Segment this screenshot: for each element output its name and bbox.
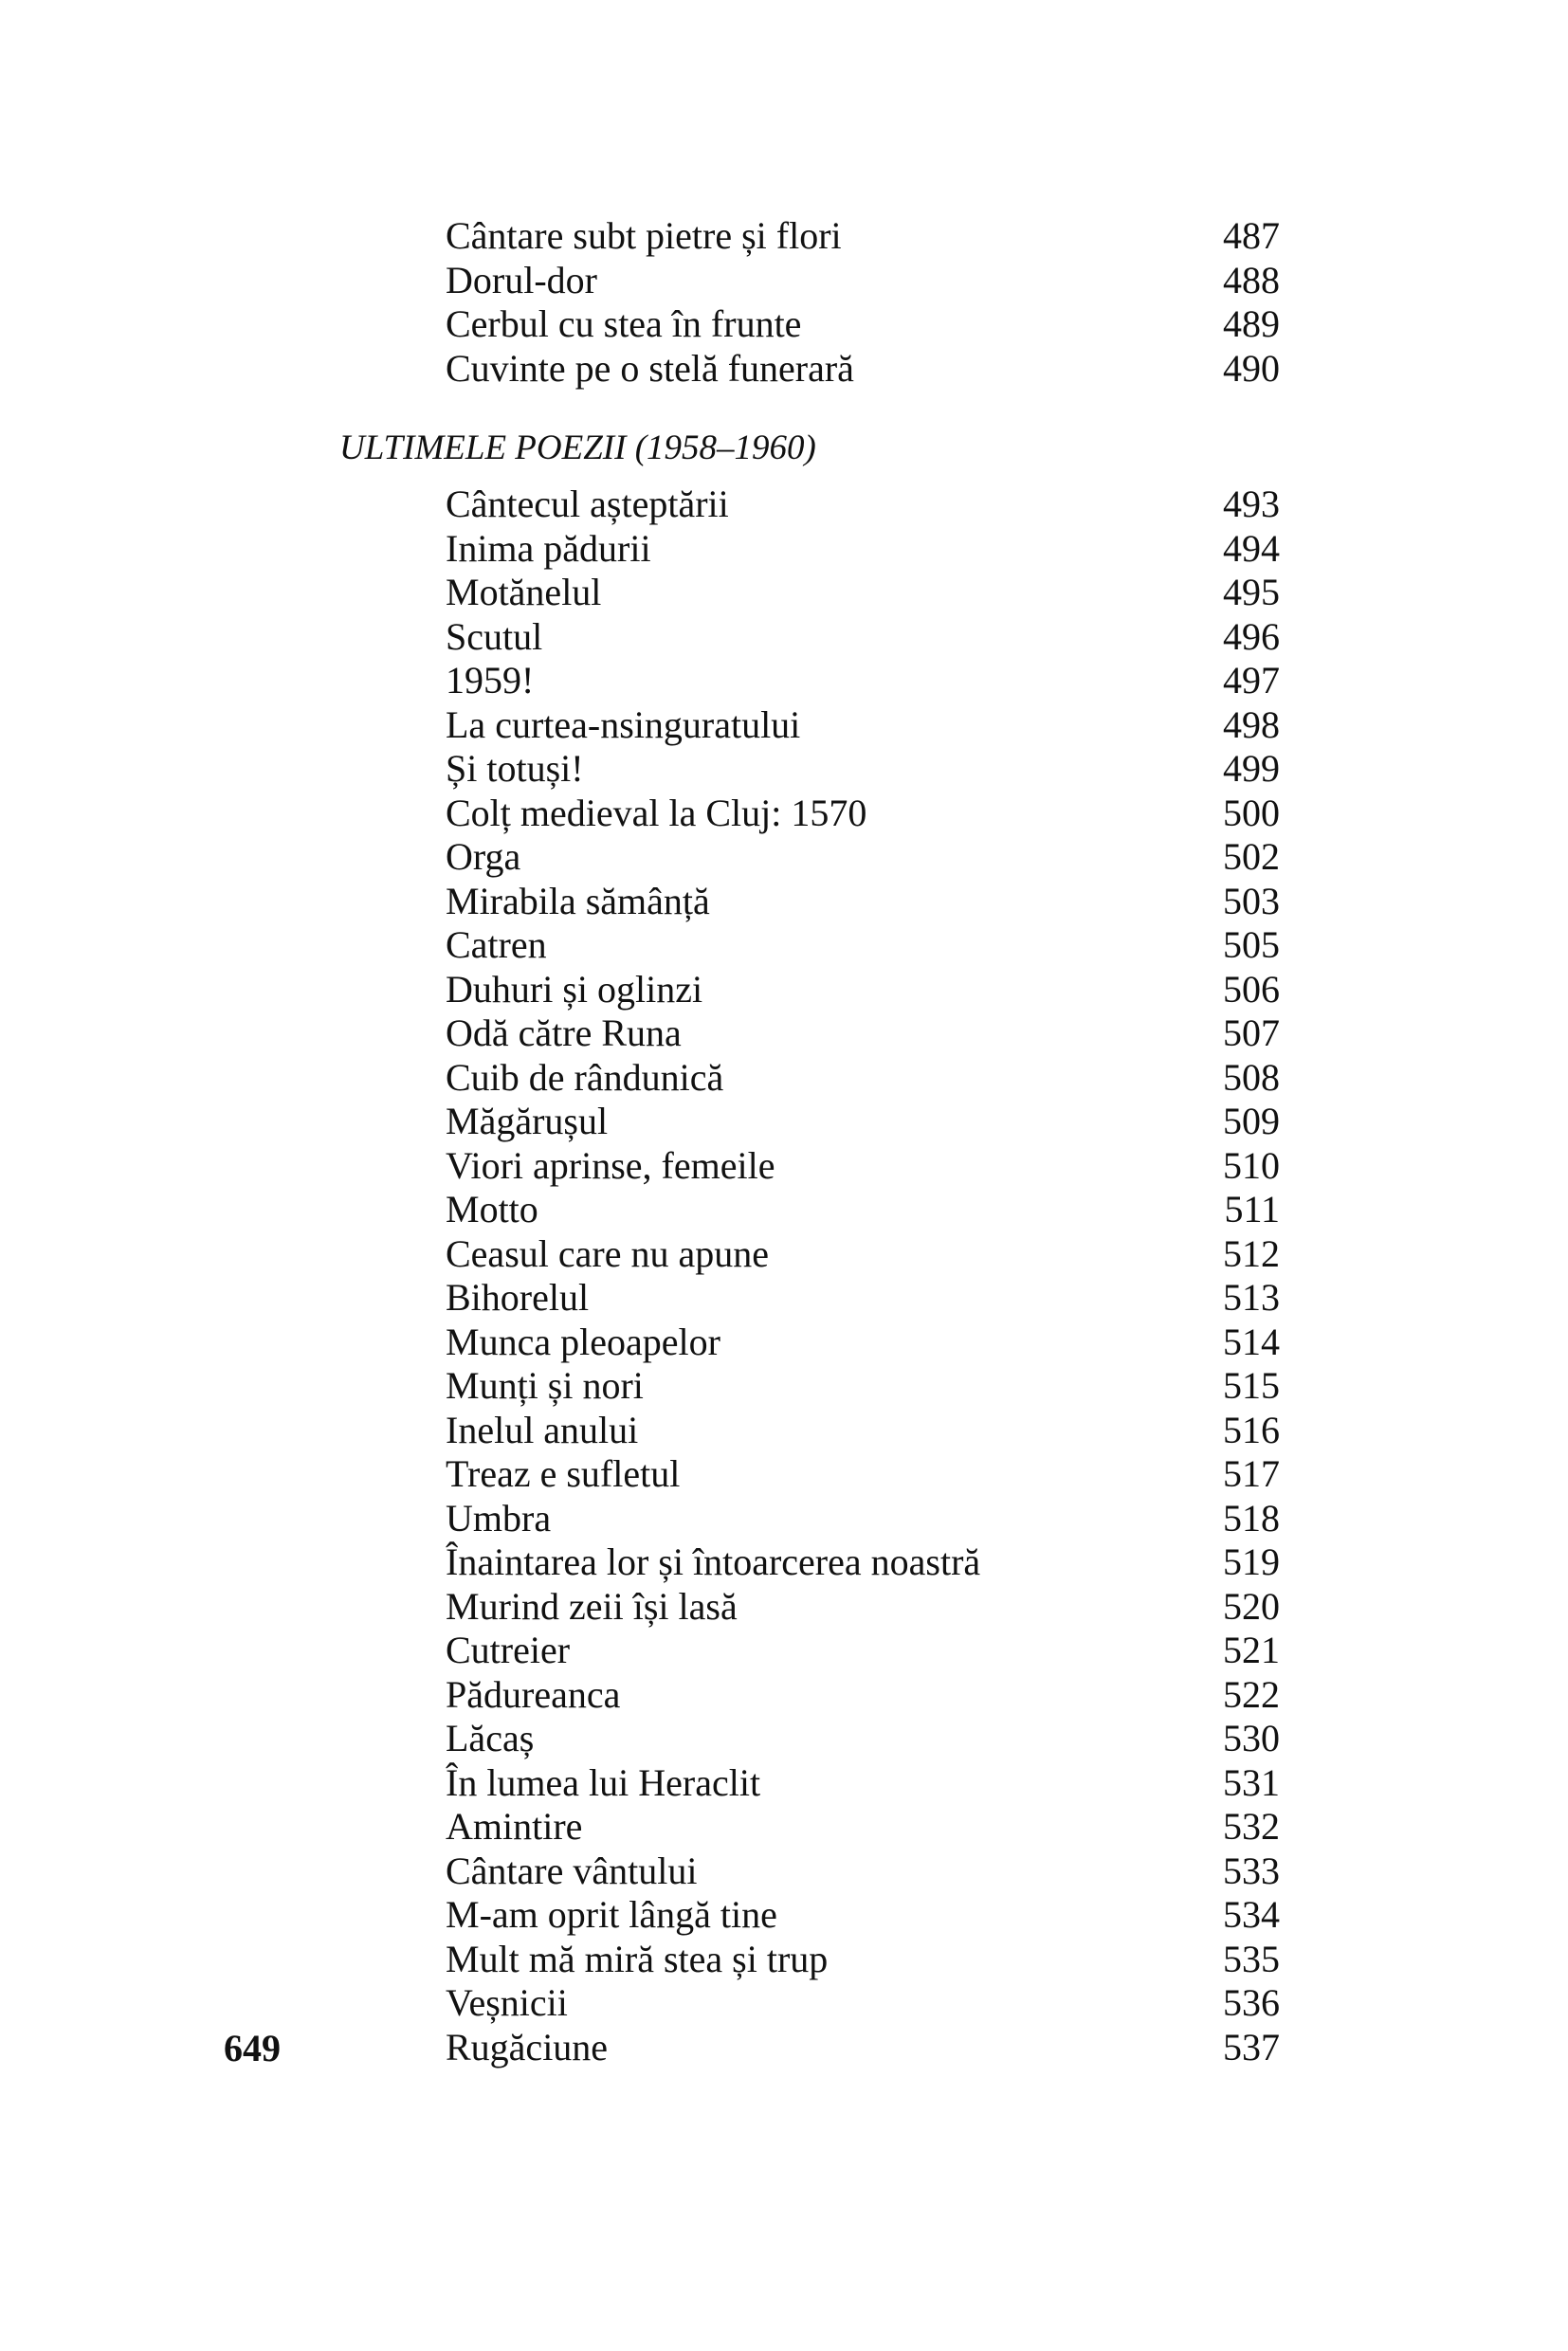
toc-entry-title: Cutreier [446,1629,571,1671]
toc-entry-page: 488 [1223,258,1280,301]
toc-entry-title: Dorul-dor [446,258,597,301]
toc-entry-title: Umbra [446,1496,552,1540]
toc-entry [446,1188,1280,1232]
toc-entry [446,259,1280,303]
toc-entry [446,835,1280,880]
toc-entry [446,1364,1280,1409]
toc-entry-page: 493 [1223,483,1280,525]
toc-entry-title: La curtea-nsinguratului [446,702,801,746]
toc-entry-page: 517 [1223,1452,1280,1495]
toc-entry [446,1585,1280,1630]
toc-entry [446,2026,1280,2070]
section-heading: ULTIMELE POEZII (1958–1960) [339,428,816,467]
toc-entry [446,1452,1280,1497]
toc-entry-page: 503 [1223,879,1280,922]
toc-entry-page: 518 [1223,1496,1280,1540]
toc-entry [446,1056,1280,1101]
toc-entry-page: 512 [1223,1231,1280,1275]
toc-entry [446,923,1280,968]
toc-entry-page: 520 [1223,1584,1280,1628]
toc-entry-title: Rugăciune [446,2025,609,2069]
toc-entry-title: Munți și nori [446,1364,644,1407]
toc-entry [446,1981,1280,2026]
toc-entry-title: Cuvinte pe o stelă funerară [446,346,854,390]
toc-entry [446,1276,1280,1321]
toc-entry [446,1938,1280,1982]
toc-entry-title: Treaz e sufletul [446,1452,681,1495]
toc-entry-title: Murind zeii își lasă [446,1584,738,1628]
toc-top-list [446,214,1280,391]
toc-entry-page: 510 [1223,1143,1280,1187]
toc-entry-title: Veșnicii [446,1981,568,2024]
toc-entry-page: 514 [1223,1320,1280,1363]
toc-entry [446,1100,1280,1144]
toc-entry-title: Bihorelul [446,1276,590,1319]
toc-entry [446,1321,1280,1365]
toc-entry [446,747,1280,792]
toc-entry-page: 519 [1223,1540,1280,1583]
toc-entry [446,571,1280,615]
toc-entry [446,1144,1280,1189]
toc-entry-page: 500 [1223,791,1280,834]
toc-entry-page: 496 [1223,614,1280,658]
toc-entry-page: 513 [1223,1276,1280,1319]
toc-entry [446,347,1280,392]
toc-entry [446,1497,1280,1541]
toc-entry-title: Colț medieval la Cluj: 1570 [446,791,867,834]
toc-entry-title: Odă către Runa [446,1011,682,1054]
page-number: 649 [224,2027,281,2069]
toc-entry [446,1673,1280,1718]
toc-entry-title: Și totuși! [446,747,584,790]
toc-entry-page: 534 [1223,1893,1280,1936]
toc-entry-page: 497 [1223,659,1280,702]
toc-entry-page: 537 [1223,2025,1280,2069]
toc-entry [446,615,1280,660]
toc-entry-title: Cântecul așteptării [446,483,729,525]
toc-entry-page: 508 [1223,1055,1280,1099]
toc-entry-page: 495 [1223,571,1280,613]
toc-entry-title: 1959! [446,659,535,702]
toc-entry-page: 506 [1223,967,1280,1011]
toc-entry-title: Duhuri și oglinzi [446,967,703,1011]
toc-entry-title: Lăcaș [446,1717,535,1759]
toc-entry-page: 489 [1223,302,1280,345]
toc-entry-page: 499 [1223,747,1280,790]
toc-entry [446,880,1280,924]
toc-entry-page: 494 [1223,526,1280,570]
toc-entry-title: Mult mă miră stea și trup [446,1937,829,1980]
toc-entry-page: 532 [1223,1805,1280,1848]
toc-entry-page: 516 [1223,1408,1280,1451]
toc-entry-page: 535 [1223,1937,1280,1980]
toc-entry-title: Mirabila sămânță [446,879,710,922]
toc-entry-page: 498 [1223,702,1280,746]
toc-entry [446,1540,1280,1585]
toc-entry-page: 507 [1223,1011,1280,1054]
toc-entry [446,1805,1280,1850]
toc-entry-title: Motto [446,1188,538,1230]
toc-entry-page: 511 [1224,1188,1280,1230]
toc-entry [446,968,1280,1012]
toc-entry [446,483,1280,527]
toc-entry [446,1850,1280,1894]
toc-entry-title: M-am oprit lângă tine [446,1893,777,1936]
toc-entry-page: 509 [1223,1100,1280,1142]
toc-entry [446,1761,1280,1806]
toc-entry-title: Pădureanca [446,1672,621,1716]
toc-entry-title: Cântare vântului [446,1849,698,1892]
toc-entry-page: 522 [1223,1672,1280,1716]
toc-entry-title: Inelul anului [446,1408,639,1451]
toc-entry [446,302,1280,347]
toc-entry-page: 530 [1223,1717,1280,1759]
toc-entry [446,659,1280,703]
toc-entry-title: Cântare subt pietre și flori [446,214,842,257]
toc-entry-title: Cuib de rândunică [446,1055,724,1099]
toc-entry-title: Înaintarea lor și întoarcerea noastră [446,1540,981,1583]
toc-entry [446,214,1280,259]
toc-entry-title: Motănelul [446,571,602,613]
toc-entry-title: Ceasul care nu apune [446,1231,769,1275]
toc-entry-title: Inima pădurii [446,526,651,570]
toc-entry [446,1893,1280,1938]
toc-entry [446,1011,1280,1056]
toc-entry [446,1409,1280,1453]
toc-entry-title: Munca pleoapelor [446,1320,720,1363]
toc-entry-title: Orga [446,835,521,878]
toc-entry-page: 487 [1223,214,1280,257]
toc-entry-page: 521 [1223,1629,1280,1671]
toc-entry [446,1232,1280,1277]
toc-entry [446,1717,1280,1761]
toc-entry-title: Catren [446,923,547,966]
toc-entry-page: 536 [1223,1981,1280,2024]
toc-entry [446,527,1280,572]
toc-entry-page: 533 [1223,1849,1280,1892]
toc-entry-title: Amintire [446,1805,583,1848]
toc-entry-title: Măgărușul [446,1100,609,1142]
toc-entry-page: 505 [1223,923,1280,966]
toc-entry-page: 515 [1223,1364,1280,1407]
toc-entry [446,792,1280,836]
toc-entry-title: Viori aprinse, femeile [446,1143,775,1187]
toc-entry-title: Scutul [446,614,543,658]
toc-entry [446,703,1280,748]
toc-entry-page: 502 [1223,835,1280,878]
toc-entry-page: 531 [1223,1760,1280,1804]
toc-entry-title: Cerbul cu stea în frunte [446,302,802,345]
toc-section-list [446,483,1280,2069]
toc-entry-page: 490 [1223,346,1280,390]
toc-entry-title: În lumea lui Heraclit [446,1760,761,1804]
toc-entry [446,1629,1280,1673]
